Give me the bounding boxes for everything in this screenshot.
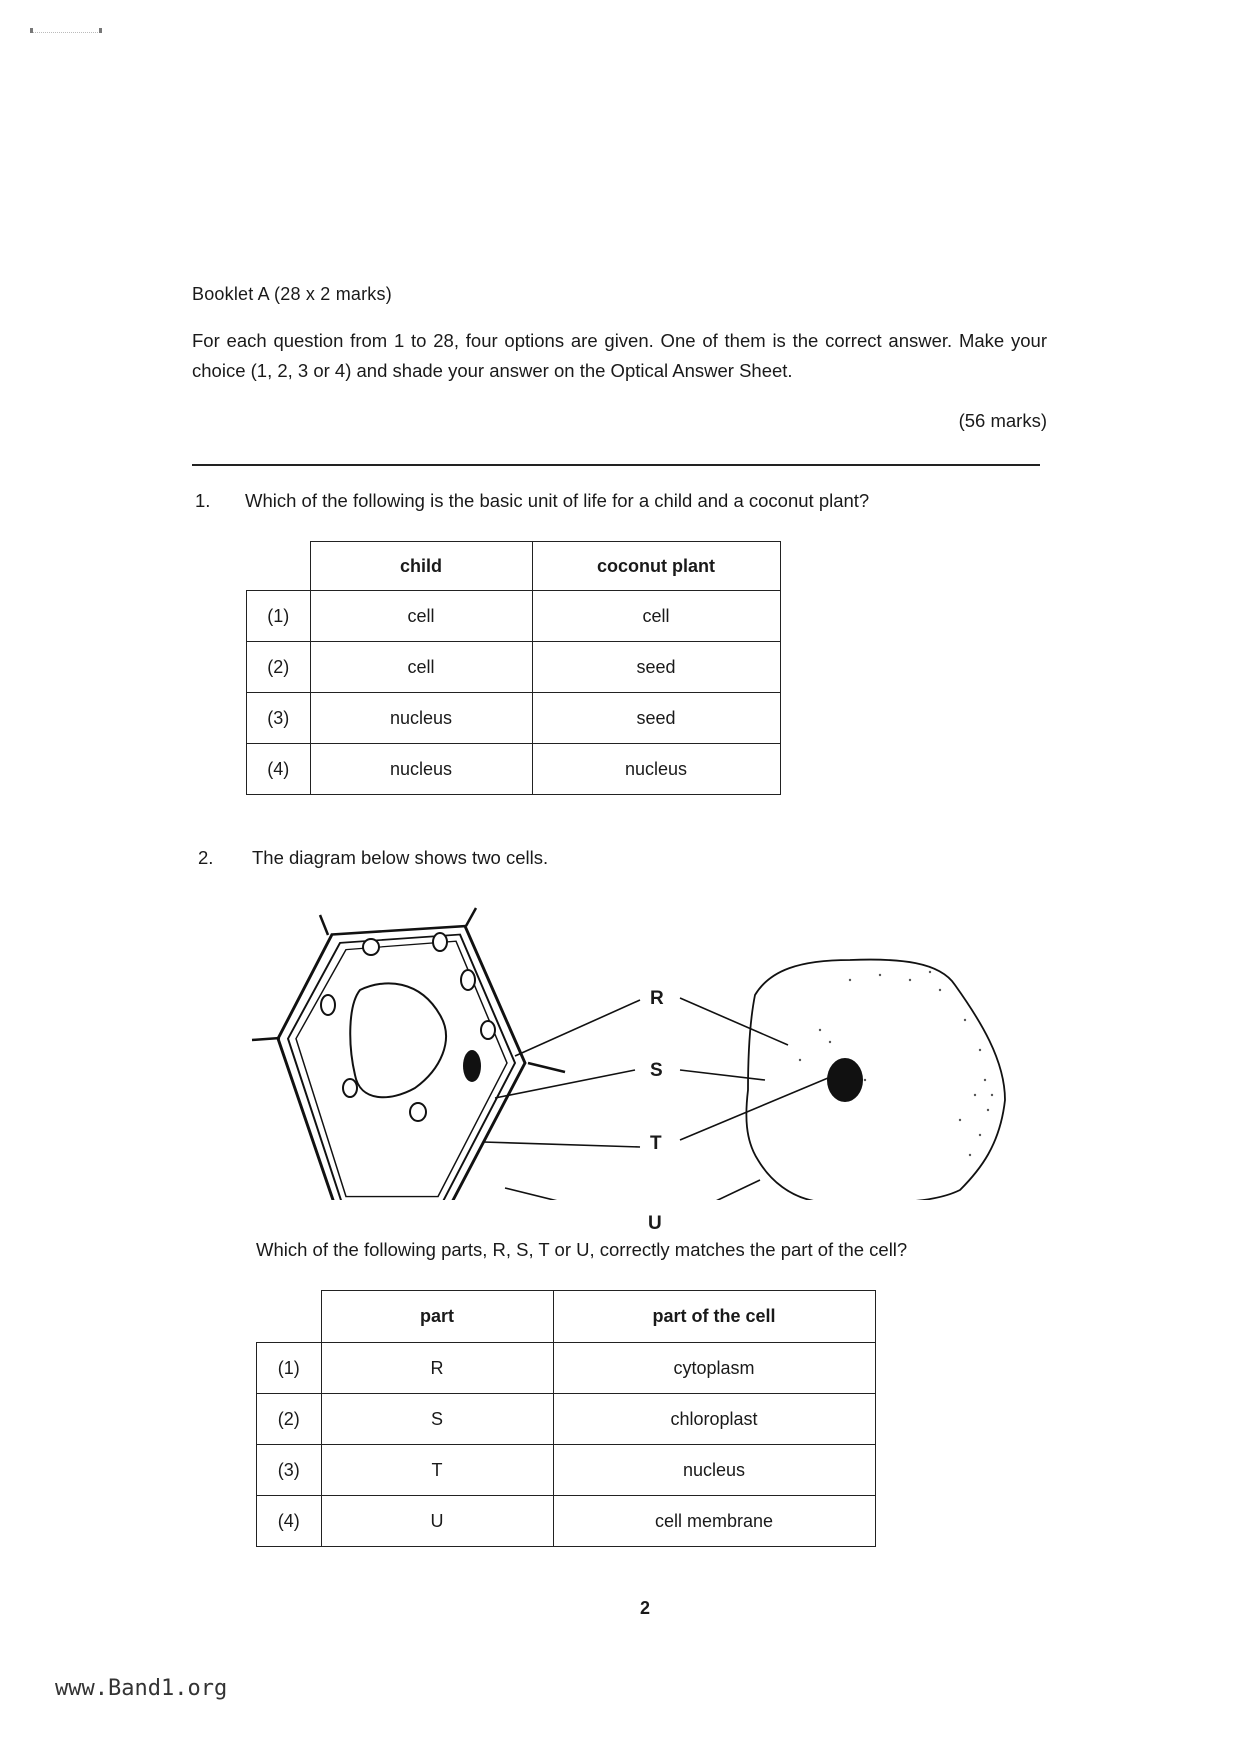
table-cell: nucleus (310, 693, 532, 744)
table-row (247, 693, 781, 744)
table-cell: cytoplasm (553, 1343, 875, 1394)
question-1-text: Which of the following is the basic unit of life for a child and a coconut plant? (245, 490, 870, 511)
plant-and-animal-cell-illustration (240, 880, 1020, 1200)
table-row (257, 1343, 876, 1394)
table-cell: nucleus (553, 1445, 875, 1496)
label-u: U (648, 1213, 662, 1234)
plant-nucleus (463, 1050, 481, 1082)
section-divider (192, 464, 1040, 466)
column-header: part (321, 1291, 553, 1343)
page-number: 2 (640, 1598, 651, 1618)
table-cell: cell (310, 642, 532, 693)
option-number: (3) (257, 1445, 322, 1496)
cells-diagram (240, 880, 1020, 1234)
animal-cell (746, 960, 1005, 1200)
pointer-lines-right (680, 998, 828, 1200)
table-cell: cell (310, 591, 532, 642)
option-number: (2) (247, 642, 311, 693)
question-1-options-table (246, 541, 781, 795)
table-corner (247, 542, 311, 591)
table-cell: U (321, 1496, 553, 1547)
column-header: part of the cell (553, 1291, 875, 1343)
option-number: (4) (247, 744, 311, 795)
option-number: (2) (257, 1394, 322, 1445)
option-number: (3) (247, 693, 311, 744)
table-cell: nucleus (310, 744, 532, 795)
scan-artifact (30, 28, 102, 33)
table-cell: seed (532, 642, 780, 693)
question-2-text: The diagram below shows two cells. (252, 847, 549, 868)
table-row (257, 1496, 876, 1547)
table-cell: cell membrane (553, 1496, 875, 1547)
table-cell: cell (532, 591, 780, 642)
table-cell: R (321, 1343, 553, 1394)
question-2-number: 2. (198, 847, 214, 868)
label-r: R (650, 988, 664, 1009)
label-s: S (650, 1060, 663, 1081)
table-cell: nucleus (532, 744, 780, 795)
column-header: child (310, 542, 532, 591)
table-cell: S (321, 1394, 553, 1445)
table-row (247, 591, 781, 642)
table-cell: seed (532, 693, 780, 744)
option-number: (4) (257, 1496, 322, 1547)
table-cell: chloroplast (553, 1394, 875, 1445)
table-cell: T (321, 1445, 553, 1496)
booklet-title: Booklet A (28 x 2 marks) (192, 284, 392, 304)
question-1-number: 1. (195, 490, 211, 511)
option-number: (1) (247, 591, 311, 642)
table-row (247, 744, 781, 795)
chloroplasts (321, 933, 495, 1121)
question-2-options-table (256, 1290, 876, 1547)
table-corner (257, 1291, 322, 1343)
table-row (257, 1394, 876, 1445)
option-number: (1) (257, 1343, 322, 1394)
table-row (257, 1445, 876, 1496)
column-header: coconut plant (532, 542, 780, 591)
instructions: For each question from 1 to 28, four options are given. One of them is the correct answer. Make your choice (1, 2, 3 or 4) and shade your answer on the Optical Answer Sheet. (192, 330, 1047, 381)
label-t: T (650, 1133, 662, 1154)
footer-watermark: www.Band1.org (55, 1676, 228, 1701)
animal-nucleus (827, 1058, 863, 1102)
table-row (247, 642, 781, 693)
total-marks: (56 marks) (958, 410, 1047, 431)
question-2-subtext: Which of the following parts, R, S, T or U, correctly matches the part of the cell? (256, 1239, 908, 1260)
